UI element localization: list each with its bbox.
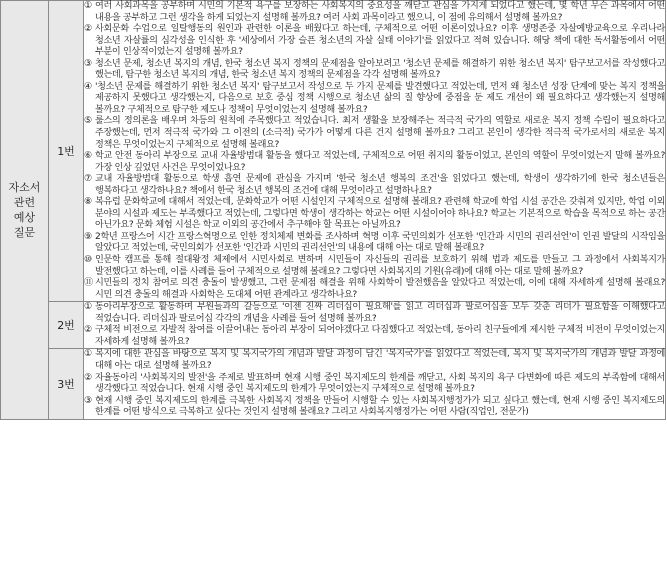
question-item [84,24,665,59]
section-questions [84,302,666,349]
question-marker: ③ [84,58,92,69]
question-marker: ② [84,24,92,35]
question-item [84,396,665,419]
question-text: 사회문화 수업으로 일탈행동의 원인과 관련한 이론을 배웠다고 하는데, 구체적으로 어떤 이론이었나요? 이후 생명존중 자살예방교육으로 우리나라 청소년 자살률의 심각성을 인식한 후 '세상에서 가장 슬픈 청소년의 자살 실태 이야기'를 읽었다고 적혀 있습니다. 해당 책에 대한 독서활동에서 어떤 부분이 인상적이었는지 설명해 볼까요? [95,24,665,58]
question-text: '청소년 문제를 해결하기 위한 청소년 복지' 탐구보고서 작성으로 두 가지 문제를 발견했다고 적었는데, 먼저 왜 청소년 성장 단계에 맞는 복지 정책을 제공하지 못했다고 생각했는지, 다음으로 보호 중심 정책 시행으로 청소년 삶의 질 향상에 중점을 둔 제도 개선이 왜 필요하다고 생각했는지 설명해 볼까요? 구체적으로 탐구한 제도나 정책이 무엇이었는지 설명해 볼까요? [95,81,665,115]
section-row-1 [1,1,666,302]
question-text: 시민들의 정치 참여로 의견 충돌이 발생했고, 그런 문제점 해결을 위해 사회학이 발전했음을 알았다고 적었는데, 이에 대해 자세하게 설명해 볼래요? 시민 의견 충돌의 해결과 사회학은 도대체 어떤 관계라고 생각하나요? [95,278,665,300]
question-marker: ② [84,325,92,336]
question-marker: ⑪ [84,278,93,289]
question-marker: ② [84,372,92,383]
question-text: 여러 사회과목을 공부하며 시민의 기본적 욕구를 보장하는 사회복지의 중요성을 깨닫고 관심을 가지게 되었다고 했는데, 몇 학년 무슨 과목에서 어떤 내용을 공부하고 그런 생각을 하게 되었는지 설명해 볼까요? 여러 사회 과목이라고 했으니, 이 점에 유의해서 설명해 볼까요? [95,1,665,23]
question-text: 구체적 비전으로 자발적 참여를 이끌어내는 동아리 부장이 되어야겠다고 다짐했다고 적었는데, 동아리 친구들에게 제시한 구체적 비전이 무엇이었는지 자세하게 설명해 볼까요? [95,325,665,347]
section-row-2 [1,302,666,349]
question-marker: ① [84,349,92,360]
question-marker: ⑤ [84,116,92,127]
question-text: 2학년 프랑스어 시간 프랑스혁명으로 인한 정치체제 변화를 조사하며 혁명 이후 국민의회가 선포한 '인간과 시민의 권리선언'이 인권 발달의 시작임을 알았다고 적었는데, 국민의회가 선포한 '인간과 시민의 권리선언'의 내용에 대해 아는 대로 말해 볼래요? [95,231,665,254]
question-text: 동아리부장으로 활동하며 부원들과의 갈등으로 '이젠 진짜 리더십이 필요해'를 읽고 리더십과 팔로어십을 모두 갖춘 리더가 필요함을 이해했다고 적었습니다. 리더십과 팔로어십 각각의 개념을 사례를 들어 설명해 볼까요? [95,302,665,324]
question-text: 자율동아리 '사회복지의 발전'을 주제로 발표하며 현재 시행 중인 복지제도의 한계를 깨닫고, 사회 복지의 욕구 다변화에 따른 제도의 부족함에 대해서 생각했다고 적었습니다. 현재 시행 중인 복지제도의 한계가 무엇이었는지 구체적으로 설명해 볼까요? [95,372,665,395]
question-item [84,278,665,301]
question-item [84,82,665,117]
question-text: 현재 시행 중인 복지제도의 한계를 극복한 사회복지 정책을 만들어 시행할 수 있는 사회복지행정가가 되고 싶다고 했는데, 현재 시행 중인 복지제도의 한계를 어떤 방식으로 극복하고 싶다는 것인지 설명해 볼래요? 그리고 사회복지행정가는 어떤 사람(직업인, 전문가) [95,395,665,418]
question-text: 청소년 문제, 청소년 복지의 개념, 한국 청소년 복지 정책의 문제점을 알아보려고 '청소년 문제를 해결하기 위한 청소년 복지' 탐구보고서를 작성했다고 했는데, 탐구한 청소년 복지의 개념, 한국 청소년 복지 정책의 문제점을 각각 설명해 볼까요? [95,58,665,81]
question-item [84,325,665,348]
category-label-line: 질문 [13,225,36,239]
section-questions [84,349,666,419]
question-item [84,232,665,255]
question-item [84,302,665,325]
section-number-cell [49,349,84,419]
section-number: 3번 [57,378,75,392]
question-text: 복지에 대한 관심을 바탕으로 복지 및 복지국가의 개념과 발달 과정이 담긴 '복지국가'를 읽었다고 적었는데, 복지 및 복지국가의 개념과 발달 과정에 대해 아는 대로 설명해 볼까요? [95,349,665,371]
section-number-cell [49,1,84,302]
section-number: 1번 [57,145,75,159]
question-marker: ③ [84,395,92,406]
question-text: 인문학 캠프를 통해 절대왕정 체제에서 시민사회로 변하며 시민들이 자신들의 권리를 보호하기 위해 법과 제도를 만들고 그 과정에서 사회복지가 발전했다고 하는데, 이를 사례를 들어 구체적으로 설명해 볼래요? 그렇다면 사회복지의 기원(유래)에 대해 아는 대로 말해 볼까요? [95,255,665,277]
section-number-cell [49,302,84,349]
category-label-line: 자소서 [8,180,41,194]
question-text: 학교 안전 동아리 부장으로 교내 자율방범대 활동을 했다고 적었는데, 구체적으로 어떤 취지의 활동이었고, 본인의 역할이 무엇이었는지 말해 볼까요? 가장 인상 깊었던 사건은 무엇이었나요? [95,151,665,173]
question-item [84,59,665,82]
question-item [84,116,665,151]
question-text: 룰스의 정의론을 배우며 차등의 원칙에 주목했다고 적었습니다. 최저 생활을 보장해주는 적극적 국가의 역할로 새로운 복지 정책 수립이 필요하다고 주장했는데, 먼저 적극적 국가와 그 이전의 (소극적) 국가가 어떻게 다른 건지 설명해 볼까요? 그리고 본인이 생각한 적극적 국가로서의 새로운 복지 정책은 무엇이었는지 구체적으로 설명해 볼래요? [95,116,665,150]
question-marker: ④ [84,81,92,92]
question-item [84,151,665,174]
question-marker: ① [84,302,92,313]
question-marker: ① [84,1,92,11]
question-marker: ⑥ [84,151,92,162]
section-number: 2번 [57,319,75,333]
question-item [84,197,665,232]
question-text: 교내 자율방범대 활동으로 학생 흡연 문제에 관심을 가지며 '한국 청소년 행복의 조건'을 읽었다고 했는데, 학생이 생각하기에 한국 청소년들은 행복하다고 생각하나요? 책에서 한국 청소년 행복의 조건에 대해 무엇이라고 설명하나요? [95,174,665,196]
question-marker: ⑦ [84,174,92,185]
category-cell [1,1,49,420]
question-item [84,174,665,197]
question-item [84,255,665,278]
question-marker: ⑩ [84,255,92,266]
question-item [84,349,665,372]
question-marker: ⑨ [84,231,92,242]
category-label-line: 관련 [13,195,36,209]
question-item [84,373,665,396]
category-label [9,181,41,239]
question-item [84,1,665,24]
category-label-line: 예상 [13,210,36,224]
section-row-3 [1,349,666,419]
section-questions [84,1,666,302]
question-marker: ⑧ [84,197,92,208]
question-text: 복유럽 문화학교에 대해서 적었는데, 문화학교가 어떤 시설인지 구체적으로 설명해 볼래요? 관련해 학교에 학업 시설 공간은 갖춰져 있지만, 학업 이외 분야의 시설과 제도는 부족했다고 적었는데, 그렇다면 학생이 생각하는 학교는 어떤 시설이어야 하나요? 학교는 기본적으로 학습을 목적으로 하는 공간 아닌가요? 문화 체험 시설은 학교 이외의 공간에서 추구해야 할 목표는 아닐까요? [95,197,665,231]
